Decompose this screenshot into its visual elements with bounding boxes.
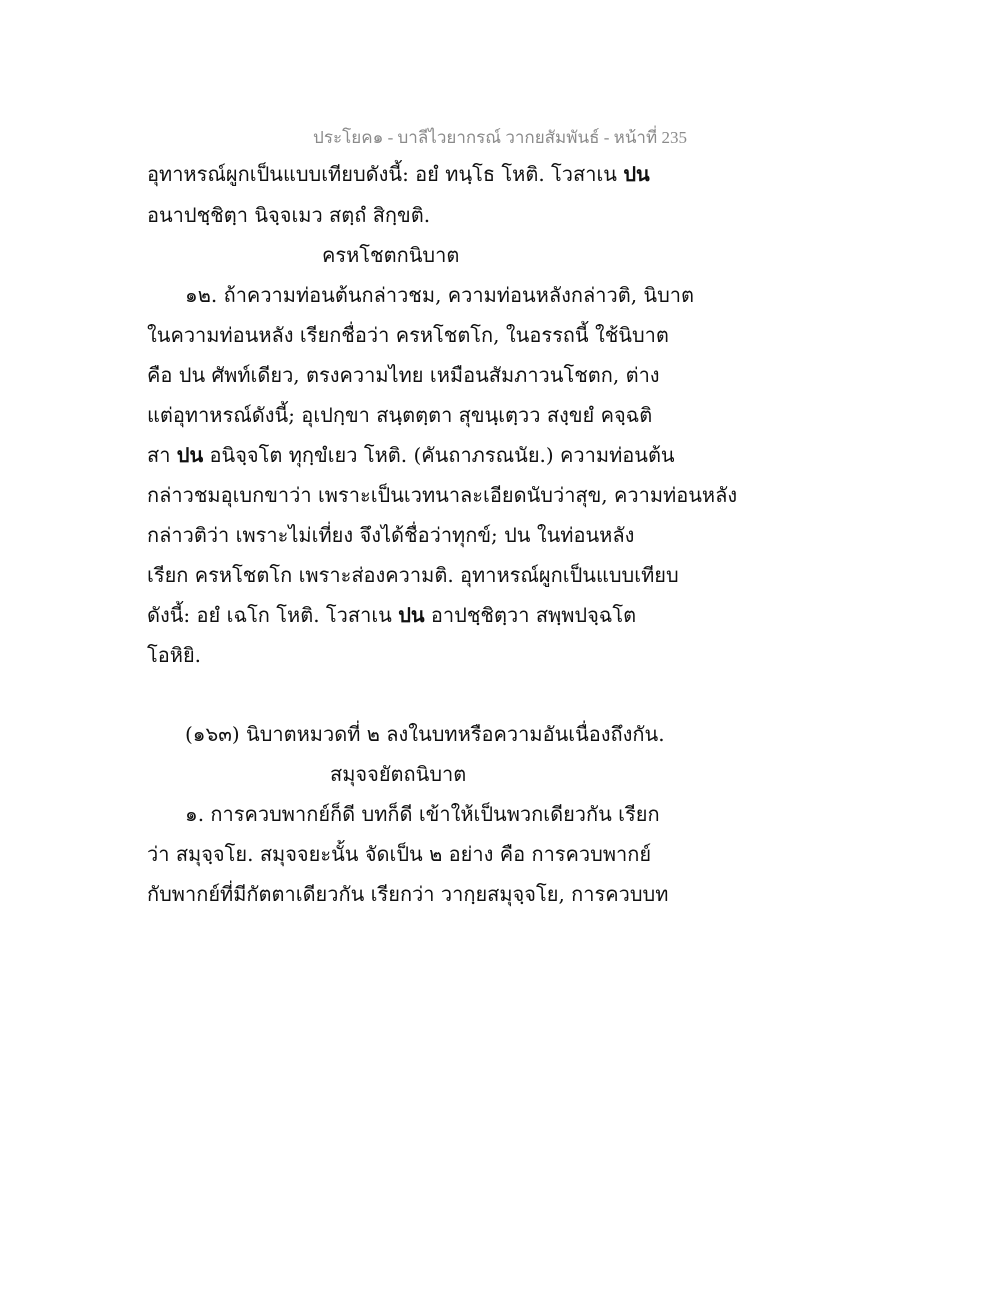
text-line: อนาปชฺชิตฺา นิจฺจเมว สตฺถํ สิกฺขติ. [147,203,431,227]
text-line: ว่า สมุจฺจโย. สมุจจยะนั้น จัดเป็น ๒ อย่าง คือ การควบพากย์ [147,842,652,866]
paragraph-start: ๑๒. ถ้าความท่อนต้นกล่าวชม, ความท่อนหลังกล่าวติ, นิบาต [185,283,694,307]
bold-word: ปน [398,603,425,627]
bold-word: ปน [176,443,204,467]
text-line: กล่าวติว่า เพราะไม่เที่ยง จึงได้ชื่อว่าทุกข์; ปน ในท่อนหลัง [147,523,635,547]
text-line: สา ปน อนิจฺจโต ทุกฺขํเยว โหติ. (คันถาภรณนัย.) ความท่อนต้น [147,443,675,467]
text-line: กล่าวชมอุเบกขาว่า เพราะเป็นเวทนาละเอียดนับว่าสุข, ความท่อนหลัง [147,483,738,507]
section-title: (๑๖๓) นิบาตหมวดที่ ๒ ลงในบทหรือความอันเนื่องถึงกัน. [185,722,665,746]
text-line: เรียก ครหโชตโก เพราะส่องความติ. อุทาหรณ์ผูกเป็นแบบเทียบ [147,563,679,587]
bold-word: ปน [623,162,650,186]
section-heading: สมุจจยัตถนิบาต [330,762,467,786]
text-line: โอหิยิ. [147,643,202,667]
text-line: ดังนี้: อยํ เฉโก โหติ. โวสาเน ปน อาปชฺชิตฺวา สพฺพปจฺฉโต [147,603,637,627]
text-line: ในความท่อนหลัง เรียกชื่อว่า ครหโชตโก, ในอรรถนี้ ใช้นิบาต [147,323,669,347]
section-heading: ครหโชตกนิบาต [322,243,460,267]
paragraph-start: ๑. การควบพากย์ก็ดี บทก็ดี เข้าให้เป็นพวกเดียวกัน เรียก [185,802,660,826]
page-header: ประโยค๑ - บาลีไวยากรณ์ วากยสัมพันธ์ - หน้าที่ 235 [313,128,687,147]
text-line: คือ ปน ศัพท์เดียว, ตรงความไทย เหมือนสัมภาวนโชตก, ต่าง [147,363,660,387]
text-line: กับพากย์ที่มีกัตตาเดียวกัน เรียกว่า วากฺยสมุจฺจโย, การควบบท [147,882,669,906]
text-line: อุทาหรณ์ผูกเป็นแบบเทียบดังนี้: อยํ ทนฺโธ โหติ. โวสาเน ปน [147,162,650,186]
text-line: แต่อุทาหรณ์ดังนี้; อุเปกฺขา สนฺตตฺตา สุขนฺเตฺวว สงฺขยํ คจฺฉติ [147,403,653,427]
